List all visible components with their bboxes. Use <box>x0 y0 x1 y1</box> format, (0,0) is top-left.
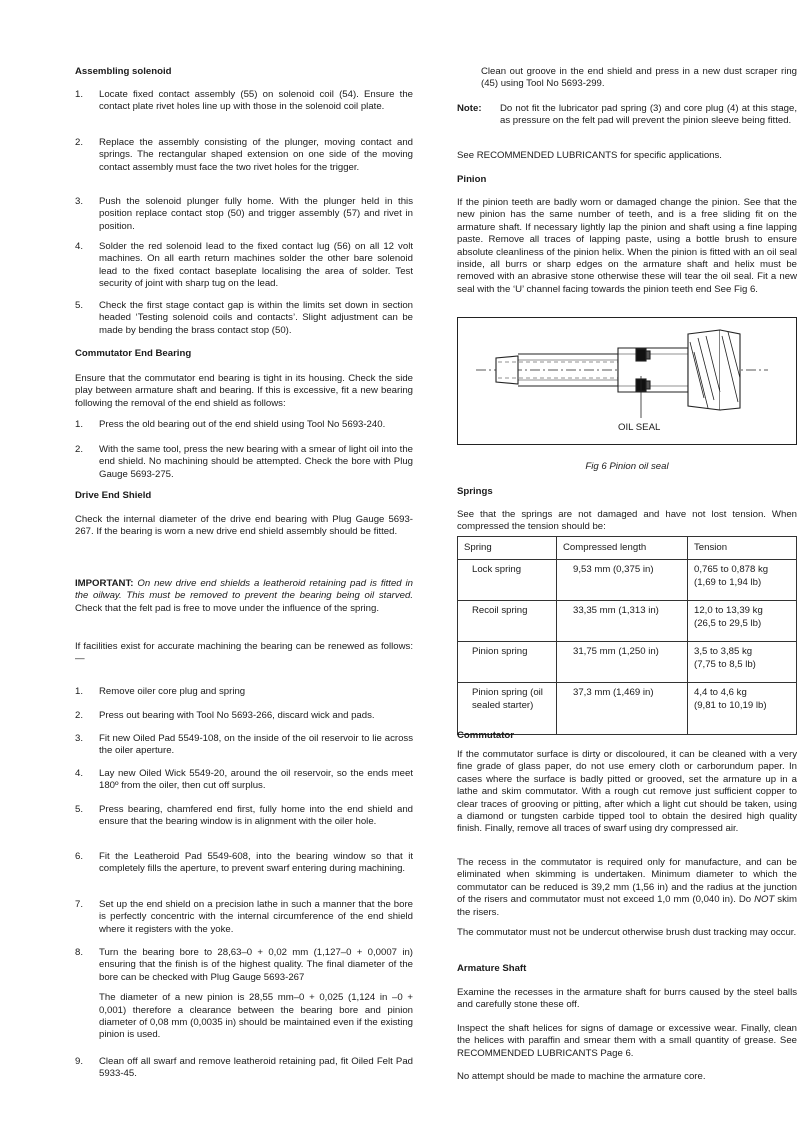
list-item: 1. Press the old bearing out of the end shield using Tool No 5693-240. <box>75 419 386 430</box>
table-row <box>458 683 797 735</box>
list-item: 5. Check the first stage contact gap is within the limits set down in section headed ‘Testing solenoid coils and contacts’. Slight adjustment can be made by bending the brass contact stop (50). <box>75 300 413 336</box>
figure-caption: Fig 6 Pinion oil seal <box>585 461 669 472</box>
list-item: 2. With the same tool, press the new bearing with a smear of light oil into the end shield. No machining should be attempted. Check the bore with Plug Gauge 5693-275. <box>75 444 413 480</box>
see-lubricants: See RECOMMENDED LUBRICANTS for specific applications. <box>457 150 722 161</box>
commutator-paragraph-3: The commutator must not be undercut otherwise brush dust tracking may occur. <box>457 927 797 938</box>
list-item: 7. Set up the end shield on a precision lathe in such a manner that the bore is perfectly concentric with the internal circumference of the end shield where it registers with the yoke. <box>75 899 413 935</box>
pinion-oil-seal-figure <box>457 317 797 445</box>
table-header-cell: Tension <box>688 537 797 560</box>
table-header-row <box>458 537 797 560</box>
oil-seal-label: OIL SEAL <box>618 422 661 433</box>
armature-paragraph-1: Examine the recesses in the armature shaft for burrs caused by the steel balls and carefully stone these off. <box>457 987 797 1011</box>
table-cell: 33,35 mm (1,313 in) <box>557 601 688 642</box>
list-item: 3. Fit new Oiled Pad 5549-108, on the inside of the oil reservoir to lie across the oiler aperture. <box>75 733 413 757</box>
commutator-paragraph-1: If the commutator surface is dirty or discoloured, it can be cleaned with a very fine grade of glass paper, do not use emery cloth or carborundum paper. In cases where the surface is badly pitted or grooved, set the armature up in a lathe and skim commutator. With a rough cut remove just sufficient copper to clear traces of grooving or pitting, after which a light cut should be taken, using a diamond or tungsten carbide tipped tool to obtain the desired high quality finish. Finally, remove all traces of swarf using dry compressed air. <box>457 749 797 835</box>
heading-commutator: Commutator <box>457 730 515 741</box>
heading-springs: Springs <box>457 486 493 497</box>
important-paragraph: IMPORTANT: On new drive end shields a leatheroid retaining pad is fitted in the oilway. This must be removed to prevent the bearing being oil starved. Check that the felt pad is free to move under the influence of the spring. <box>75 578 413 614</box>
table-cell: 12,0 to 13,39 kg (26,5 to 29,5 lb) <box>688 601 797 642</box>
table-cell: 0,765 to 0,878 kg (1,69 to 1,94 lb) <box>688 560 797 601</box>
heading-commutator-end-bearing: Commutator End Bearing <box>75 348 192 359</box>
list-item: 5. Press bearing, chamfered end first, fully home into the end shield and ensure that the bearing window is in alignment with the oiler hole. <box>75 804 413 828</box>
table-cell: 37,3 mm (1,469 in) <box>557 683 688 735</box>
note-text: Do not fit the lubricator pad spring (3) and core plug (4) at this stage, as pressure on the felt pad will prevent the pinion sleeve being fitted. <box>500 103 797 127</box>
pinion-paragraph: If the pinion teeth are badly worn or damaged change the pinion. See that the new pinion has the same number of teeth, and is a free sliding fit on the armature shaft. If necessary lightly lap the pinion and shaft using a fine lapping paste. Remove all traces of lapping paste, using a bottle brush to ensure absolute cleanliness of the pinion helix. When the pinion is fitted with an oil seal inside, all burrs or sharp edges on the armature shaft and helix must be removed with an abrasive stone otherwise these will tear the oil seal. Fit a new seal with the ‘U’ channel facing towards the pinion teeth end See Fig 6. <box>457 197 797 295</box>
table-header-cell: Compressed length <box>557 537 688 560</box>
drive-end-intro: Check the internal diameter of the drive end bearing with Plug Gauge 5693-267. If the bearing is worn a new drive end shield assembly should be fitted. <box>75 514 413 538</box>
note-label: Note: <box>457 103 482 114</box>
list-item: 9. Clean off all swarf and remove leatheroid retaining pad, fit Oiled Felt Pad 5933-45. <box>75 1056 413 1080</box>
list-item: 4. Lay new Oiled Wick 5549-20, around the oil reservoir, so the ends meet 180º from the oiler, then cut off surplus. <box>75 768 413 792</box>
table-row <box>458 642 797 683</box>
list-item: 1. Remove oiler core plug and spring <box>75 686 246 697</box>
table-cell: Pinion spring (oil sealed starter) <box>458 683 557 735</box>
table-cell: 3,5 to 3,85 kg (7,75 to 8,5 lb) <box>688 642 797 683</box>
list-item: 2. Press out bearing with Tool No 5693-266, discard wick and pads. <box>75 710 375 721</box>
table-cell: 9,53 mm (0,375 in) <box>557 560 688 601</box>
table-cell: 4,4 to 4,6 kg (9,81 to 10,19 lb) <box>688 683 797 735</box>
list-item: 2. Replace the assembly consisting of the plunger, moving contact and springs. The rectangular shaped extension on one side of the moving contact assembly must face the two rivet holes for the trigger. <box>75 137 413 173</box>
table-cell: Lock spring <box>458 560 557 601</box>
list-item: 6. Fit the Leatheroid Pad 5549-608, into the bearing window so that it completely fills the aperture, to prevent swarf entering during machining. <box>75 851 413 875</box>
table-cell: Recoil spring <box>458 601 557 642</box>
commutator-end-intro: Ensure that the commutator end bearing is tight in its housing. Check the side play between armature shaft and bearing. If this is excessive, fit a new bearing following the removal of the end shield as follows: <box>75 373 413 409</box>
list-item: 1. Locate fixed contact assembly (55) on solenoid coil (54). Ensure the contact plate rivet holes line up with those in the solenoid coil plate. <box>75 89 413 113</box>
heading-drive-end-shield: Drive End Shield <box>75 490 152 501</box>
springs-intro: See that the springs are not damaged and have not lost tension. When compressed the tension should be: <box>457 509 797 533</box>
armature-paragraph-3: No attempt should be made to machine the armature core. <box>457 1071 706 1082</box>
commutator-paragraph-2: The recess in the commutator is required only for manufacture, and can be eliminated when skimming is undertaken. Minimum diameter to which the commutator can be reduced is 39,2 mm (1,56 in) and the radius at the junction of the risers and commutator must not exceed 1,0 mm (0,040 in). Do NOT skim the risers. <box>457 857 798 918</box>
list-item: 3. Push the solenoid plunger fully home. With the plunger held in this position replace contact stop (50) and trigger assembly (57) and rivet in position. <box>75 196 413 232</box>
armature-paragraph-2: Inspect the shaft helices for signs of damage or excessive wear. Finally, clean the helices with paraffin and smear them with a small quantity of grease. See RECOMMENDED LUBRICANTS Page 6. <box>457 1023 797 1059</box>
heading-pinion: Pinion <box>457 174 487 185</box>
dust-scraper-paragraph: Clean out groove in the end shield and press in a new dust scraper ring (45) using Tool No 5693-299. <box>481 66 797 90</box>
table-cell: Pinion spring <box>458 642 557 683</box>
heading-assembling-solenoid: Assembling solenoid <box>75 66 172 77</box>
springs-table <box>457 536 797 735</box>
list-item: 8. Turn the bearing bore to 28,63–0 + 0,02 mm (1,127–0 + 0,0007 in) ensuring that the finish is of the highest quality. The final diameter of the bore can be checked with Plug Gauge 5693-267 The diameter of a new pinion is 28,55 mm–0 + 0,025 (1,124 in –0 + 0,001) therefore a clearance between the bearing bore and pinion diameter of 0,08 mm (0,0035 in) should be maintained even if the existing pinion is used. <box>75 947 413 1041</box>
table-row <box>458 601 797 642</box>
table-cell: 31,75 mm (1,250 in) <box>557 642 688 683</box>
table-row <box>458 560 797 601</box>
list-item: 4. Solder the red solenoid lead to the fixed contact lug (56) on all 12 volt machines. On all earth return machines solder the other bare solenoid lead to the fixed contact baseplate localising the area of solder. Test security of joint with sharp tug on the lead. <box>75 241 413 290</box>
heading-armature-shaft: Armature Shaft <box>457 963 527 974</box>
facilities-paragraph: If facilities exist for accurate machining the bearing can be renewed as follows:— <box>75 641 413 665</box>
table-header-cell: Spring <box>458 537 557 560</box>
